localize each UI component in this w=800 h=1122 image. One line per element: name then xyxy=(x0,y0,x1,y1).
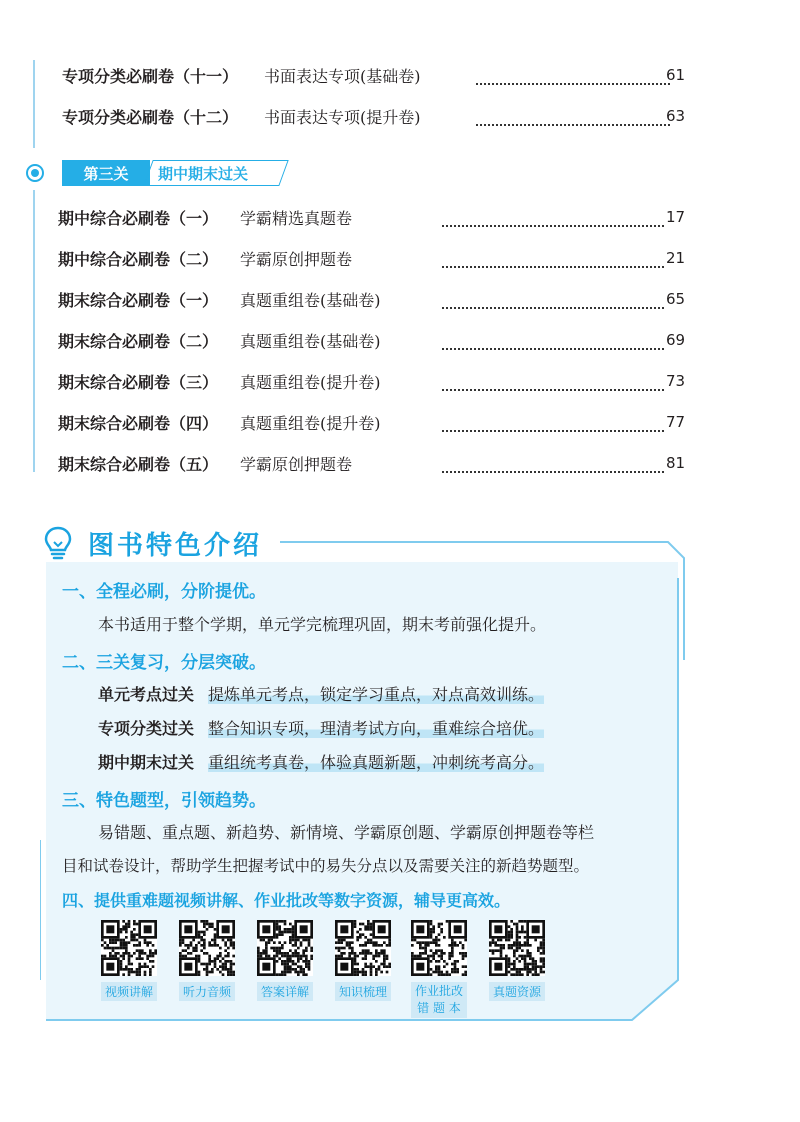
toc-row[interactable] xyxy=(62,63,692,87)
toc-row-title: 期末综合必刷卷（三） xyxy=(58,372,219,392)
features-title: 图书特色介绍 xyxy=(88,531,263,561)
section-ring-icon xyxy=(26,164,44,182)
feature-text-3b: 目和试卷设计，帮助学生把握考试中的易失分点以及需要关注的新趋势题型。 xyxy=(62,857,590,875)
toc-leader-dots xyxy=(442,291,664,309)
toc-row-title: 期末综合必刷卷（五） xyxy=(58,454,219,474)
toc-row[interactable] xyxy=(62,104,692,128)
toc-leader-dots xyxy=(442,250,664,268)
qr-code-item[interactable] xyxy=(332,920,394,1001)
toc-row-page: 73 xyxy=(666,372,686,390)
toc-row[interactable] xyxy=(58,205,692,229)
feature-sub-key: 期中期末过关 xyxy=(98,753,195,772)
toc-row[interactable] xyxy=(58,451,692,475)
feature-sub-key: 专项分类过关 xyxy=(98,719,195,738)
toc-row-subtitle: 学霸原创押题卷 xyxy=(240,249,353,269)
feature-heading-3: 三、特色题型，引领趋势。 xyxy=(62,791,266,811)
section-tag: 第三关 xyxy=(62,160,150,186)
lightbulb-icon xyxy=(40,525,76,561)
feature-sub-value: 整合知识专项，理清考试方向，重难综合培优。 xyxy=(208,719,545,738)
toc-row-page: 21 xyxy=(666,249,686,267)
toc-row[interactable] xyxy=(58,410,692,434)
toc-row-page: 65 xyxy=(666,290,686,308)
toc-guide-line-top xyxy=(33,60,35,148)
qr-code-icon xyxy=(335,920,391,976)
toc-row-title: 专项分类必刷卷（十二） xyxy=(62,107,239,127)
toc-row[interactable] xyxy=(58,287,692,311)
feature-sub-value: 重组统考真卷，体验真题新题，冲刺统考高分。 xyxy=(208,753,545,772)
feature-sub-value: 提炼单元考点，锁定学习重点，对点高效训练。 xyxy=(208,685,545,704)
qr-code-item[interactable] xyxy=(486,920,548,1001)
section-label-box xyxy=(62,160,312,186)
qr-code-icon xyxy=(489,920,545,976)
qr-label: 知识梳理 xyxy=(335,982,391,1001)
toc-leader-dots xyxy=(442,455,664,473)
toc-row-page: 77 xyxy=(666,413,686,431)
toc-leader-dots xyxy=(442,332,664,350)
toc-row-page: 17 xyxy=(666,208,686,226)
toc-row-page: 61 xyxy=(666,66,686,84)
qr-label: 答案详解 xyxy=(257,982,313,1001)
toc-row[interactable] xyxy=(58,328,692,352)
toc-leader-dots xyxy=(442,373,664,391)
toc-row-subtitle: 真题重组卷(基础卷) xyxy=(240,331,381,351)
toc-guide-line-bottom xyxy=(33,190,35,472)
feature-sub-key: 单元考点过关 xyxy=(98,685,195,704)
qr-code-item[interactable] xyxy=(98,920,160,1001)
toc-row-page: 81 xyxy=(666,454,686,472)
toc-leader-dots xyxy=(476,67,670,85)
qr-code-item[interactable] xyxy=(408,920,470,1018)
qr-label-line: 作业批改 xyxy=(414,984,463,998)
toc-row-page: 63 xyxy=(666,107,686,125)
feature-heading-4: 四、提供重难题视频讲解、作业批改等数字资源，辅导更高效。 xyxy=(62,891,511,910)
feature-sub-item xyxy=(98,716,544,739)
qr-label: 听力音频 xyxy=(179,982,235,1001)
toc-leader-dots xyxy=(442,414,664,432)
qr-label: 真题资源 xyxy=(489,982,545,1001)
qr-label: 视频讲解 xyxy=(101,982,157,1001)
qr-code-icon xyxy=(179,920,235,976)
feature-sub-item xyxy=(98,682,544,705)
feature-heading-2: 二、三关复习，分层突破。 xyxy=(62,653,266,673)
toc-row-subtitle: 真题重组卷(提升卷) xyxy=(240,372,381,392)
section-title: 期中期末过关 xyxy=(158,164,249,183)
toc-row-subtitle: 真题重组卷(提升卷) xyxy=(240,413,381,433)
toc-leader-dots xyxy=(442,209,664,227)
toc-row-subtitle: 学霸原创押题卷 xyxy=(240,454,353,474)
toc-row-title: 期中综合必刷卷（一） xyxy=(58,208,219,228)
qr-label xyxy=(411,982,467,1018)
toc-row-subtitle: 书面表达专项(基础卷) xyxy=(264,66,421,86)
toc-row-subtitle: 真题重组卷(基础卷) xyxy=(240,290,381,310)
qr-code-icon xyxy=(411,920,467,976)
toc-row-title: 专项分类必刷卷（十一） xyxy=(62,66,239,86)
qr-code-icon xyxy=(257,920,313,976)
toc-row-page: 69 xyxy=(666,331,686,349)
qr-label-line: 错 题 本 xyxy=(417,1001,461,1015)
toc-row-title: 期末综合必刷卷（一） xyxy=(58,290,219,310)
toc-row-title: 期中综合必刷卷（二） xyxy=(58,249,219,269)
toc-row-subtitle: 书面表达专项(提升卷) xyxy=(264,107,421,127)
qr-code-item[interactable] xyxy=(176,920,238,1001)
feature-heading-1: 一、全程必刷，分阶提优。 xyxy=(62,582,266,602)
toc-row[interactable] xyxy=(58,246,692,270)
toc-row-subtitle: 学霸精选真题卷 xyxy=(240,208,353,228)
qr-code-item[interactable] xyxy=(254,920,316,1001)
toc-row[interactable] xyxy=(58,369,692,393)
feature-text-3a: 易错题、重点题、新趋势、新情境、学霸原创题、学霸原创押题卷等栏 xyxy=(98,823,595,842)
feature-sub-item xyxy=(98,750,544,773)
toc-leader-dots xyxy=(476,108,670,126)
toc-row-title: 期末综合必刷卷（四） xyxy=(58,413,219,433)
qr-code-icon xyxy=(101,920,157,976)
feature-text-1: 本书适用于整个学期，单元学完梳理巩固，期末考前强化提升。 xyxy=(98,615,547,634)
toc-row-title: 期末综合必刷卷（二） xyxy=(58,331,219,351)
